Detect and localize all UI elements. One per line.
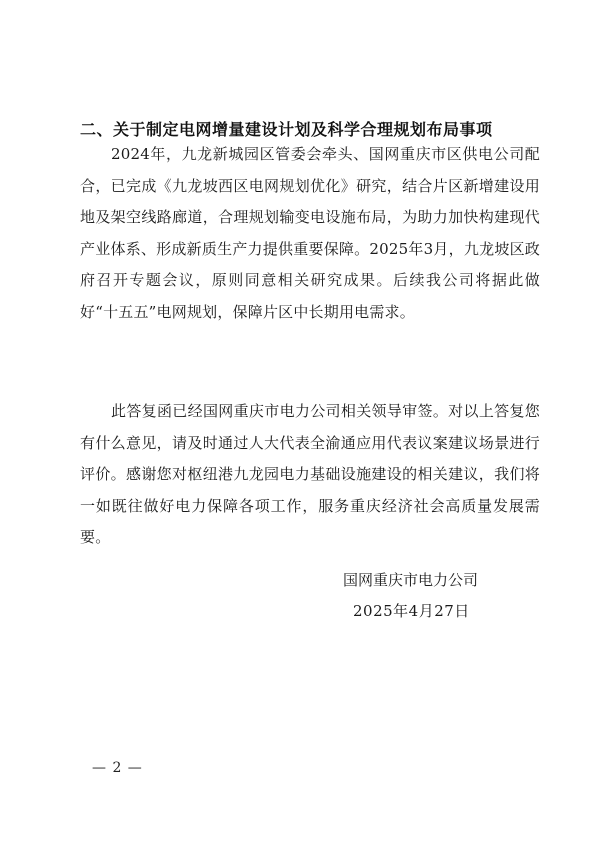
section-heading: 二、关于制定电网增量建设计划及科学合理规划布局事项 [80,120,493,139]
signature-organization: 国网重庆市电力公司 [343,571,479,589]
section-body-paragraph: 2024年，九龙新城园区管委会牵头、国网重庆市区供电公司配合，已完成《九龙坡西区电网规划优化》研究，结合片区新增建设用地及架空线路廊道，合理规划输变电设施布局，为助力加快构建现代产业体系、形成新质生产力提供重要保障。2025年3月，九龙坡区政府召开专题会议，原则同意相关研究成果。后续我公司将据此做好“十五五”电网规划，保障片区中长期用电需求。 [80,145,540,321]
closing-paragraph: 此答复函已经国网重庆市电力公司相关领导审签。对以上答复您有什么意见，请及时通过人大代表全渝通应用代表议案建议场景进行评价。感谢您对枢纽港九龙园电力基础设施建设的相关建议，我们将一如既往做好电力保障各项工作，服务重庆经济社会高质量发展需要。 [80,402,540,546]
signature-date: 2025年4月27日 [353,602,470,620]
page-number: — 2 — [92,760,143,776]
